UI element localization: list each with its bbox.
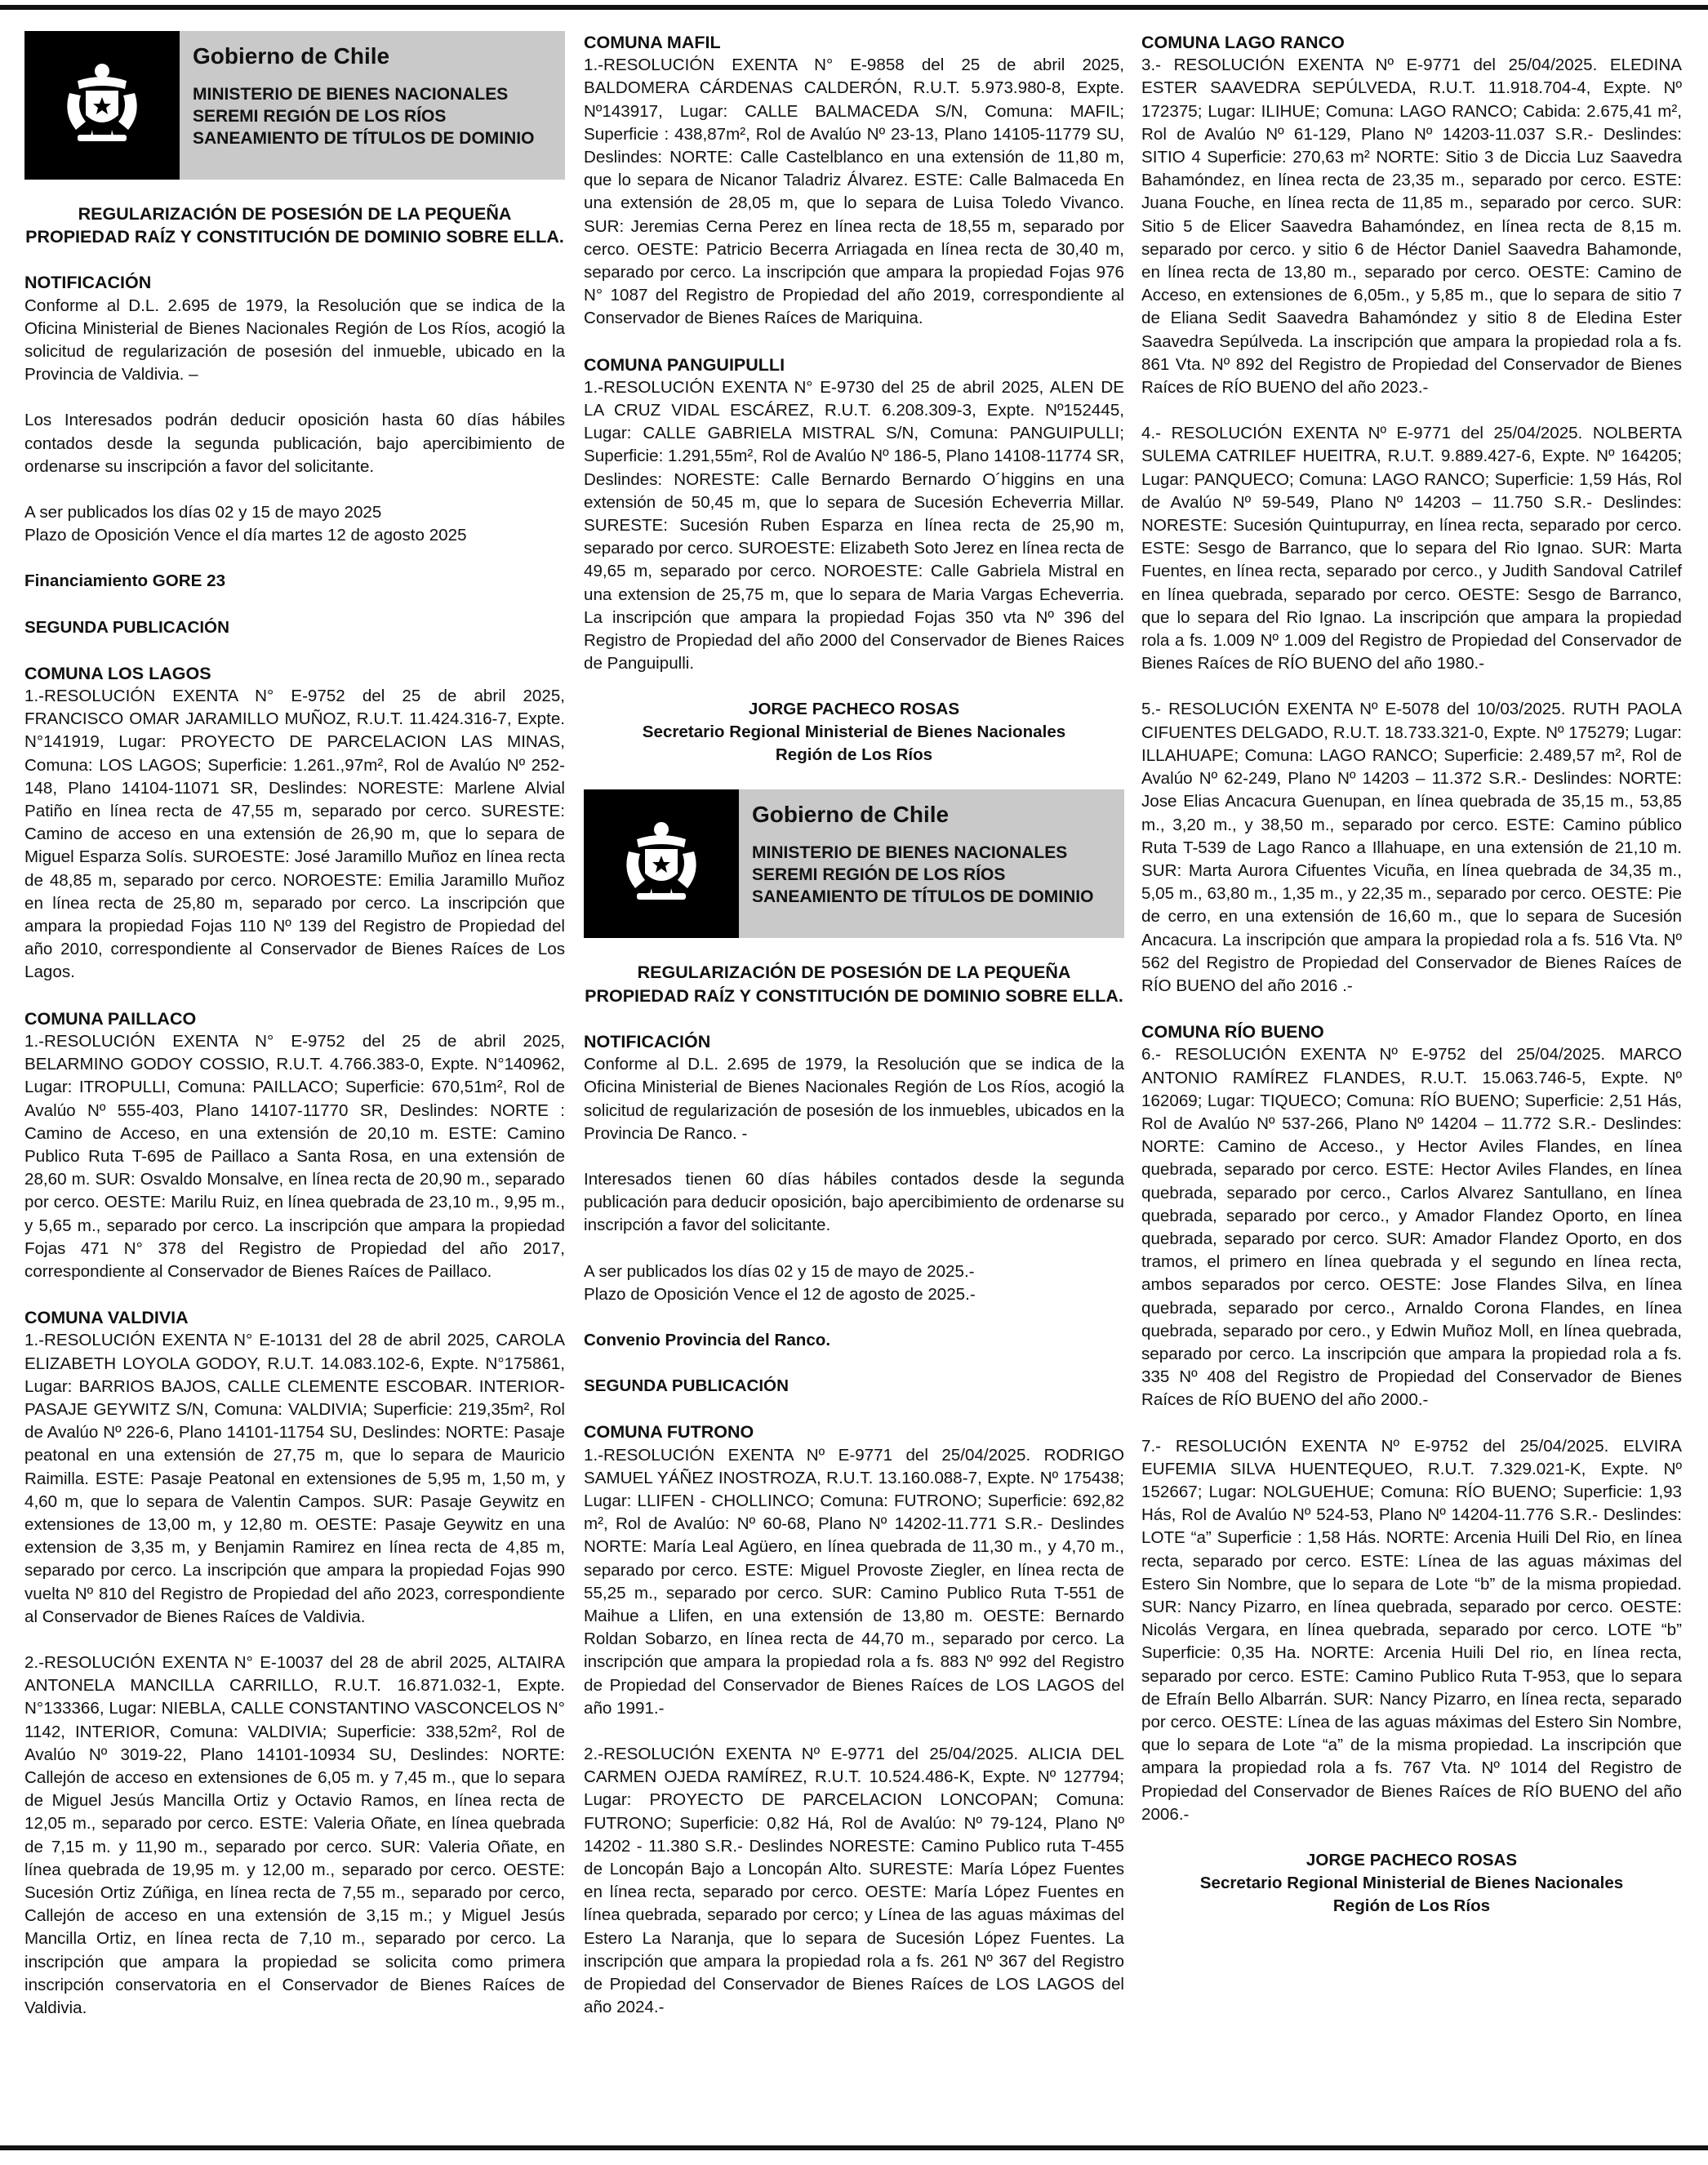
banner-title: Gobierno de Chile <box>752 802 950 828</box>
signature-region: Región de Los Ríos <box>775 745 933 765</box>
signature-region: Región de Los Ríos <box>1332 1896 1491 1916</box>
coat-of-arms-icon <box>612 815 710 913</box>
notice-heading-line-2: PROPIEDAD RAÍZ Y CONSTITUCIÓN DE DOMINIO SOBRE ELLA. <box>585 985 1123 1006</box>
valdivia-resolution-2: 2.-RESOLUCIÓN EXENTA N° E-10037 del 28 de abril 2025, ALTAIRA ANTONELA MANCILLA CARRILLO, R.U.T. 16.871.032-1, Expte. N°133366, Lugar: NIEBLA, CALLE CONSTANTINO VASCONCELOS N° 1142, INTERIOR, Comuna: VALDIVIA; Superficie: 338,52m², Rol de Avalúo Nº 3019-22, Plano 14101-10934 SU, Deslindes: NORTE: Callejón de acceso en extensiones de 6,05 m. y 7,45 m., que lo separa de Miguel Jesús Mancilla Ortiz y Octavio Ramos, en línea recta de 12,05 m., separado por cerco. ESTE: Valeria Oñate, en línea quebrada de 7,15 m. y 11,90 m., separado por cerco. SUR: Valeria Oñate, en línea quebrada de 19,95 m. y 12,00 m., separado por cerco. OESTE: Sucesión Ortiz Zúñiga, en línea recta de 7,55 m., separado por cerco, Callejón de acceso en una extensión de 3,15 m.; y Miguel Jesús Mancilla Ortiz, en línea recta de 7,10 m., separado por cerco. La inscripción que ampara la propiedad se solicita como primera inscripción conservatoria en el Conservador de Bienes Raíces de Valdivia. <box>24 1652 565 2018</box>
segunda-publicacion: SEGUNDA PUBLICACIÓN <box>24 617 229 637</box>
comuna-paillaco-title: COMUNA PAILLACO <box>24 1008 197 1029</box>
comuna-futrono-title: COMUNA FUTRONO <box>584 1422 754 1443</box>
coat-of-arms-icon <box>53 56 151 154</box>
comuna-panguipulli-title: COMUNA PANGUIPULLI <box>584 354 785 375</box>
banner-line-1: MINISTERIO DE BIENES NACIONALES <box>193 85 509 104</box>
mafil-resolution-1: 1.-RESOLUCIÓN EXENTA N° E-9858 del 25 de abril 2025, BALDOMERA CÁRDENAS CALDERÓN, R.U.T. 5.973.980-8, Expte. Nº143917, Lugar: CALLE BALMACEDA S/N, Comuna: MAFIL; Superficie : 438,87m², Rol de Avalúo Nº 23-13, Plano 14105-11779 SU, Deslindes: NORTE: Calle Castelblanco en una extensión de 11,80 m, que lo separa de Nicanor Taladriz Álvarez. ESTE: Calle Balmaceda En una extensión de 28,05 m, que lo separa de Luisa Toledo Vivanco. SUR: Jeremias Cerna Perez en línea recta de 18,55 m, separado por cerco. OESTE: Patricio Becerra Arriagada en línea recta de 30,40 m, separado por cerco. La inscripción que ampara la propiedad Fojas 976 N° 1087 del Registro de Propiedad del año 2019, correspondiente al Conservador de Bienes Raíces de Mariquina. <box>584 56 1124 328</box>
banner-text <box>739 789 1124 938</box>
signature-block-1 <box>584 698 1124 767</box>
signature-name: JORGE PACHECO ROSAS <box>1305 1851 1518 1870</box>
signature-name: JORGE PACHECO ROSAS <box>748 700 960 719</box>
gobierno-banner <box>24 31 565 180</box>
segunda-publicacion: SEGUNDA PUBLICACIÓN <box>584 1376 789 1396</box>
notificacion-title: NOTIFICACIÓN <box>584 1031 711 1051</box>
banner-line-2: SEREMI REGIÓN DE LOS RÍOS <box>752 865 1006 885</box>
column-3 <box>1141 31 1682 1918</box>
notice-heading-line-1: REGULARIZACIÓN DE POSESIÓN DE LA PEQUEÑA <box>637 962 1071 983</box>
bottom-rule <box>0 2145 1708 2150</box>
valdivia-resolution-1: 1.-RESOLUCIÓN EXENTA N° E-10131 del 28 de abril 2025, CAROLA ELIZABETH LOYOLA GODOY, R.U.T. 14.083.102-6, Expte. N°175861, Lugar: BARRIOS BAJOS, CALLE CLEMENTE ESCOBAR. INTERIOR-PASAJE GEYWITZ S/N, Comuna: VALDIVIA; Superficie: 219,35m², Rol de Avalúo Nº 226-6, Plano 14101-11754 SU, Deslindes: NORTE: Pasaje peatonal en una extensión de 27,75 m, que lo separa de Mauricio Raimilla. ESTE: Pasaje Peatonal en extensiones de 5,95 m, 1,50 m, y 4,60 m, que lo separa de Valentin Campos. SUR: Pasaje Geywitz en extensiones de 13,00 m, y 12,80 m. OESTE: Pasaje Geywitz en una extension de 3,35 m, y Benjamin Ramirez en línea recta de 4,85 m, separado por cerco. La inscripción que ampara la propiedad Fojas 990 vuelta Nº 810 del Registro de Propiedad del año 2023, correspondiente al Conservador de Bienes Raíces de Valdivia. <box>24 1331 565 1626</box>
chile-coat-of-arms-logo <box>584 789 739 938</box>
notice-heading-line-2: PROPIEDAD RAÍZ Y CONSTITUCIÓN DE DOMINIO SOBRE ELLA. <box>25 227 564 247</box>
paillaco-resolution-1: 1.-RESOLUCIÓN EXENTA N° E-9752 del 25 de abril 2025, BELARMINO GODOY COSSIO, R.U.T. 4.766.383-0, Expte. N°140962, Lugar: ITROPULLI, Comuna: PAILLACO; Superficie: 670,51m², Rol de Avalúo Nº 555-403, Plano 14107-11770 SR, Deslindes: NORTE : Camino de Acceso, en una extensión de 20,10 m. ESTE: Camino Publico Ruta T-695 de Paillaco a Santa Rosa, en una extensión de 28,60 m. SUR: Osvaldo Monsalve, en línea recta de 20,90 m., separado por cerco. OESTE: Marilu Ruiz, en línea quebrada de 23,10 m., 9,95 m., y 5,65 m., separado por cerco. La inscripción que ampara la propiedad Fojas 471 N° 378 del Registro de Propiedad del año 2017, correspondiente al Conservador de Bienes Raíces de Paillaco. <box>24 1031 565 1281</box>
top-rule <box>0 5 1708 10</box>
comuna-rio-bueno-title: COMUNA RÍO BUENO <box>1141 1022 1324 1042</box>
oposicion-text: Los Interesados podrán deducir oposición hasta 60 días hábiles contados desde la segunda publicación, bajo apercibimiento de ordenarse su inscripción a favor del solicitante. <box>24 411 565 476</box>
comuna-valdivia-title: COMUNA VALDIVIA <box>24 1308 189 1328</box>
panguipulli-resolution-1: 1.-RESOLUCIÓN EXENTA N° E-9730 del 25 de abril 2025, ALEN DE LA CRUZ VIDAL ESCÁREZ, R.U.T. 6.208.309-3, Expte. Nº152445, Lugar: CALLE GABRIELA MISTRAL S/N, Comuna: PANGUIPULLI; Superficie: 1.291,55m², Rol de Avalúo Nº 186-5, Plano 14108-11774 SR, Deslindes: NORESTE: Calle Bernardo Bernardo O´higgins en una extensión de 50,45 m, que lo separa de Sucesión Echeverria Millar. SURESTE: Sucesión Ruben Esparza en línea recta de 25,90 m, separado por cerco. SUROESTE: Elizabeth Soto Jerez en línea recta de 49,65 m, separado por cerco. NOROESTE: Calle Gabriela Mistral en una extension de 25,75 m, que lo separa de Maria Vargas Echeverria. La inscripción que ampara la propiedad Fojas 350 vta Nº 396 del Registro de Propiedad del año 2000 del Conservador de Bienes Raices de Panguipulli. <box>584 377 1124 674</box>
futrono-resolution-1: 1.-RESOLUCIÓN EXENTA Nº E-9771 del 25/04/2025. RODRIGO SAMUEL YÁÑEZ INOSTROZA, R.U.T. 13.160.088-7, Expte. Nº 175438; Lugar: LLIFEN - CHOLLINCO; Comuna: FUTRONO; Superficie: 692,82 m², Rol de Avalúo: Nº 60-68, Plano Nº 14202-11.771 S.R.- Deslindes NORTE: María Leal Agüero, en línea quebrada de 11,30 m., y 4,70 m., separado por cerco. ESTE: Miguel Provoste Ziegler, en línea recta de 55,25 m., separado por cerco. SUR: Camino Publico Ruta T-551 de Maihue a Llifen, en una extensión de 13,80 m. OESTE: Bernardo Roldan Sobarzo, en línea recta de 44,70 m., separado por cerco. La inscripción que ampara la propiedad rola a fs. 883 Nº 992 del Registro de Propiedad del Conservador de Bienes Raíces de LOS LAGOS del año 1991.- <box>584 1445 1124 1718</box>
notificacion-text: Conforme al D.L. 2.695 de 1979, la Resolución que se indica de la Oficina Ministerial de Bienes Nacionales Región de Los Ríos, acogió la solicitud de regularización de posesión del inmueble, ubicado en la Provincia de Valdivia. – <box>24 296 565 385</box>
financiamiento: Financiamiento GORE 23 <box>24 571 226 591</box>
comuna-mafil-title: COMUNA MAFIL <box>584 33 721 52</box>
banner-text <box>180 31 565 180</box>
gobierno-banner-2 <box>584 789 1124 938</box>
comuna-lago-ranco-title: COMUNA LAGO RANCO <box>1141 33 1345 52</box>
lago-ranco-resolution-5: 5.- RESOLUCIÓN EXENTA Nº E-5078 del 10/03/2025. RUTH PAOLA CIFUENTES DELGADO, R.U.T. 18.733.321-0, Expte. Nº 175279; Lugar: ILLAHUAPE; Comuna: LAGO RANCO; Superficie: 2.489,57 m², Rol de Avalúo Nº 62-249, Plano Nº 14203 – 11.372 S.R.- Deslindes: NORTE: Jose Elias Ancacura Guenupan, en línea quebrada de 35,15 m., 53,85 m., 3,20 m., y 38,50 m., separado por cerco. ESTE: Camino público Ruta T-539 de Lago Ranco a Illahuape, en una extensión de 21,10 m. SUR: Marta Aurora Cifuentes Vicuña, en línea quebrada de 34,35 m., 5,05 m., 63,80 m., 1,35 m., y 22,35 m., separado por cerco. OESTE: Pie de cerro, en una extensión de 16,60 m., que lo separa de Sucesión Ancacura. La inscripción que ampara la propiedad rola a fs. 516 Vta. Nº 562 del Registro de Propiedad del Conservador de Bienes Raíces de RÍO BUENO del año 2016 .- <box>1141 700 1682 995</box>
los-lagos-resolution-1: 1.-RESOLUCIÓN EXENTA N° E-9752 del 25 de abril 2025, FRANCISCO OMAR JARAMILLO MUÑOZ, R.U.T. 11.424.316-7, Expte. N°141919, Lugar: PROYECTO DE PARCELACION LAS MINAS, Comuna: LOS LAGOS; Superficie: 1.261.,97m², Rol de Avalúo Nº 252-148, Plano 14104-11071 SR, Deslindes: NORESTE: Marlene Alvial Patiño en línea recta de 47,55 m, separado por cerco. SURESTE: Camino de acceso en una extensión de 26,90 m, que lo separa de Miguel Esparza Solís. SUROESTE: José Jaramillo Muñoz en línea recta de 48,85 m, separado por cerco. NOROESTE: Emilia Jaramillo Muñoz en línea recta de 25,80 m, separado por cerco. La inscripción que ampara la propiedad Fojas 110 Nº 139 del Registro de Propiedad del año 2010, correspondiente al Conservador de Bienes Raíces de Los Lagos. <box>24 687 565 982</box>
banner-line-1: MINISTERIO DE BIENES NACIONALES <box>752 843 1068 863</box>
publication-dates: A ser publicados los días 02 y 15 de mayo de 2025.- <box>584 1261 975 1281</box>
column-1 <box>24 31 565 2020</box>
banner-title: Gobierno de Chile <box>193 43 390 69</box>
convenio: Convenio Provincia del Ranco. <box>584 1330 831 1349</box>
signature-role: Secretario Regional Ministerial de Bienes Nacionales <box>642 722 1066 742</box>
banner-line-3: SANEAMIENTO DE TÍTULOS DE DOMINIO <box>752 887 1094 907</box>
notificacion-title: NOTIFICACIÓN <box>24 273 152 293</box>
notice-heading-line-1: REGULARIZACIÓN DE POSESIÓN DE LA PEQUEÑA <box>78 204 512 224</box>
futrono-resolution-2: 2.-RESOLUCIÓN EXENTA Nº E-9771 del 25/04/2025. ALICIA DEL CARMEN OJEDA RAMÍREZ, R.U.T. 10.524.486-K, Expte. Nº 127794; Lugar: PROYECTO DE PARCELACION LONCOPAN; Comuna: FUTRONO; Superficie: 0,82 Há, Rol de Avalúo: Nº 79-124, Plano Nº 14202 - 11.380 S.R.- Deslindes NORESTE: Camino Publico ruta T-455 de Loncopán Bajo a Loncopán Alto. SURESTE: María López Fuentes en línea recta, separado por cerco. OESTE: María López Fuentes en línea quebrada, separado por cerco; y Línea de las aguas máximas del Estero La Naranja, que lo separa de Sucesión López Fuentes. La inscripción que ampara la propiedad rola a fs. 261 Nº 367 del Registro de Propiedad del Conservador de Bienes Raíces de LOS LAGOS del año 2024.- <box>584 1744 1124 2017</box>
rio-bueno-resolution-7: 7.- RESOLUCIÓN EXENTA Nº E-9752 del 25/04/2025. ELVIRA EUFEMIA SILVA HUENTEQUEO, R.U.T. 7.329.021-K, Expte. Nº 152667; Lugar: NOLGUEHUE; Comuna: RÍO BUENO; Superficie: 1,93 Hás, Rol de Avalúo Nº 524-53, Plano Nº 14204-11.776 S.R.- Deslindes: LOTE “a” Superficie : 1,58 Hás. NORTE: Arcenia Huili Del Rio, en línea recta, separado por cerco. ESTE: Línea de las aguas máximas del Estero Sin Nombre, que lo separa de Lote “b” de la misma propiedad. SUR: Nancy Pizarro, en línea quebrada, separado por cerco. OESTE: Nicolás Vergara, en línea quebrada, separado por cerco. LOTE “b” Superficie: 0,35 Ha. NORTE: Arcenia Huili Del rio, en línea recta, separado por cerco. ESTE: Camino Publico Ruta T-953, que lo separa de Efraín Bello Albarrán. SUR: Nancy Pizarro, en línea recta, separado por cerco. OESTE: Línea de las aguas máximas del Estero Sin Nombre, que lo separa de Lote “a” de la misma propiedad. La inscripción que ampara la propiedad rola a fs. 767 Vta. Nº 1014 del Registro de Propiedad del Conservador de Bienes Raíces de RÍO BUENO del año 2006.- <box>1141 1436 1682 1824</box>
opposition-deadline: Plazo de Oposición Vence el 12 de agosto de 2025.- <box>584 1284 976 1304</box>
banner-line-2: SEREMI REGIÓN DE LOS RÍOS <box>193 107 447 126</box>
banner-line-3: SANEAMIENTO DE TÍTULOS DE DOMINIO <box>193 129 535 148</box>
notificacion-text: Conforme al D.L. 2.695 de 1979, la Resolución que se indica de la Oficina Ministerial de Bienes Nacionales Región de Los Ríos, acogió la solicitud de regularización de posesión de los inmuebles, ubicados en la Provincia De Ranco. - <box>584 1055 1124 1143</box>
opposition-deadline: Plazo de Oposición Vence el día martes 12 de agosto 2025 <box>24 526 467 545</box>
signature-block-2 <box>1141 1849 1682 1918</box>
chile-coat-of-arms-logo <box>24 31 180 180</box>
lago-ranco-resolution-4: 4.- RESOLUCIÓN EXENTA Nº E-9771 del 25/04/2025. NOLBERTA SULEMA CATRILEF HUEITRA, R.U.T. 9.889.427-6, Expte. Nº 164205; Lugar: PANQUECO; Comuna: LAGO RANCO; Superficie: 1,59 Hás, Rol de Avalúo Nº 59-549, Plano Nº 14203 – 11.750 S.R.- Deslindes: NORESTE: Sucesión Quintupurray, en línea recta, separado por cerco. ESTE: Sesgo de Barranco, que lo separa del Rio Ignao. SUR: Marta Fuentes, en línea recta, separado por cerco., y Judith Sandoval Catrilef en línea quebrada, separado por cerco. OESTE: Sesgo de Barranco, que lo separa del Rio Ignao. La inscripción que ampara la propiedad rola a fs. 1.009 Nº 1.009 del Registro de Propiedad del Conservador de Bienes Raíces de RÍO BUENO del año 1980.- <box>1141 424 1682 674</box>
comuna-los-lagos-title: COMUNA LOS LAGOS <box>24 663 211 683</box>
column-2 <box>584 31 1124 2019</box>
oposicion-text: Interesados tienen 60 días hábiles contados desde la segunda publicación para deducir oposición, bajo apercibimiento de ordenarse su inscripción a favor del solicitante. <box>584 1169 1124 1235</box>
rio-bueno-resolution-6: 6.- RESOLUCIÓN EXENTA Nº E-9752 del 25/04/2025. MARCO ANTONIO RAMÍREZ FLANDES, R.U.T. 15.063.746-5, Expte. Nº 162069; Lugar: TIQUECO; Comuna: RÍO BUENO; Superficie: 2,51 Hás, Rol de Avalúo Nº 537-266, Plano Nº 14204 – 11.772 S.R.- Deslindes: NORTE: Camino de Acceso., y Hector Aviles Flandes, en línea quebrada, separado por cerco. ESTE: Hector Aviles Flandes, en línea quebrada, separado por cerco., Carlos Alvarez Santullano, en línea quebrada, separado por cerco., y Amador Flandez Oporto, en línea quebrada, separado por cerco. SUR: Amador Flandez Oporto, en dos tramos, el primero en línea quebrada y el segundo en línea recta, ambos separados por cerco. OESTE: Jose Flandes Silva, en línea quebrada, separado por cerco., Arnaldo Corona Flandes, en línea quebrada, separado por cero., y Edwin Muñoz Moll, en línea quebrada, separado por cerco. La inscripción que ampara la propiedad rola a fs. 335 Nº 408 del Registro de Propiedad del Conservador de Bienes Raíces de RÍO BUENO del año 2000.- <box>1141 1045 1682 1410</box>
lago-ranco-resolution-3: 3.- RESOLUCIÓN EXENTA Nº E-9771 del 25/04/2025. ELEDINA ESTER SAAVEDRA SEPÚLVEDA, R.U.T. 11.918.704-4, Expte. Nº 172375; Lugar: ILIHUE; Comuna: LAGO RANCO; Cabida: 2.675,41 m², Rol de Avalúo Nº 61-129, Plano Nº 14203-11.037 S.R.- Deslindes: SITIO 4 Superficie: 270,63 m² NORTE: Sitio 3 de Diccia Luz Saavedra Bahamóndez, en línea recta de 23,35 m., separado por cerco. ESTE: Juana Fouche, en línea recta de 11,85 m., separado por cerco. SUR: Sitio 5 de Elicer Saavedra Bahamóndez, en línea recta de 8,15 m. separado por cerco. y sitio 6 de Héctor Daniel Saavedra Bahamonde, en línea recta de 13,80 m., separado por cerco. OESTE: Camino de Acceso, en extensiones de 6,05m., y 5,85 m., que lo separa de sitio 7 de Eliana Sedit Saavedra Bahamóndez y sitio 8 de Eledina Ester Saavedra Sepúlveda. La inscripción que ampara la propiedad rola a fs. 861 Vta. Nº 892 del Registro de Propiedad del Conservador de Bienes Raíces de RÍO BUENO del año 2023.- <box>1141 56 1682 398</box>
publication-dates: A ser publicados los días 02 y 15 de mayo 2025 <box>24 503 382 522</box>
signature-role: Secretario Regional Ministerial de Bienes Nacionales <box>1199 1874 1624 1893</box>
